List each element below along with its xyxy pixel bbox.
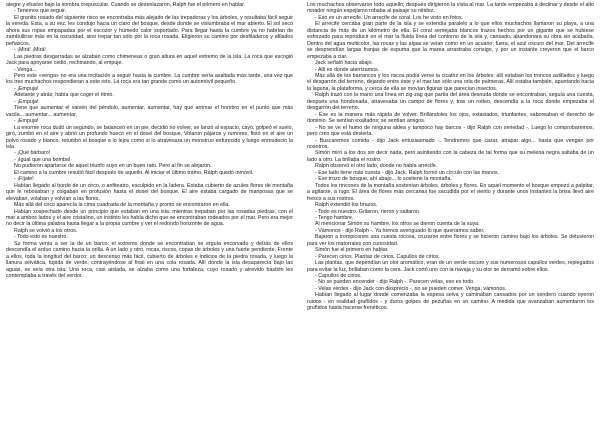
paragraph: Bajaron a trompicones una cuesta rocosa, cruzaron entre flores y se hicieron camino bajo los árboles. Se detuvieron para ver los matorrales con curiosidad. [307, 234, 594, 247]
paragraph: Más allá de los barrancos y los riscos podía verse la cicatriz en los árboles; allí estaban los troncos astillados y luego el desgarrón del terreno, dejando entre éste y el mar tan sólo una orla de palmeras. Allí estaba también, apuntando hacia la laguna, la plataforma, y cerca de ella se movían figuras que parecían insectos. [307, 72, 594, 92]
paragraph: - No se pueden encender - dijo Ralph -. Parecen velas, eso es todo. [315, 279, 475, 286]
paragraph: Su forma venía a ser la de un barco: el extremo donde se encontraban se erguía encorvado y detrás de ellos descendía el arduo camino hacia la orilla. A un lado y otro, rocas, riscos, copas de árboles y una fuerte pendiente. Frente a ellos, toda la longitud del barco: un descenso más fácil, cubierto de árboles e indicios de la piedra rosada, y luego la llanura selvática, tupida de verde, contrayéndose al final en una cola rosada. Allí donde la isla desaparecía bajo las aguas, se veía otra isla. Una roca, casi aislada, se alzaba como una fortaleza, cuyo rosado y atrevido bastión les contemplaba a través del verdor. [6, 240, 293, 280]
paragraph: Habían llegado al borde de un circo, o anfiteatro, esculpido en la ladera. Estaba cubierto de azules flores de montaña que le rebosaban y colgaban en profusión hasta el dosel del bosque. El aire estaba cargado de mariposas que se elevaban, volaban y volvían a las flores. [6, 182, 293, 202]
paragraph: Adelante y atrás; había que coger el ritmo. [14, 92, 114, 99]
paragraph: Todos los rincones de la montaña sostenían árboles, árboles y flores. En aquel momento el bosque empezó a palpitar, a agitarse, a rugir. El área de flores más cercanas fue sacudida por el viento y durante unos instantes la brisa llevó aire fresco a sus rostros. [307, 182, 594, 202]
paragraph: - Parecen cirios. Plantas de cirios. Capullos de cirios. [315, 253, 440, 260]
paragraph: Habían llegado al lugar donde comenzaba la espesa selva y caminaban cansados por un sendero cuando oyeron ruidos - en realidad gruñidos - y duros golpes de pezuñas en un camino. A medida que avanzaban aumentaron los gruñidos hasta hacerse frenéticos. [307, 292, 594, 312]
paragraph: - Capullos de cirios. [315, 273, 362, 280]
paragraph: Los muchachos observaron todo aquello; después dirigieron la vista al mar. La tarde empezaba a declinar y desde el alto mirador ningún espejismo robaba al paisaje su nitidez. [307, 2, 594, 15]
paragraph: - Todo es nuestro. Gritaron, rieron y saltaron. [315, 208, 421, 215]
paragraph: - Venga... [14, 66, 37, 73]
paragraph: - Todo esto es nuestro. [14, 234, 68, 241]
paragraph: No pudieron apartarse de aquel triunfo suyo en un buen rato. Pero al fin se alejaron. [14, 163, 212, 170]
paragraph: - ¡Empuja! [14, 98, 39, 105]
paragraph: - Allí es donde aterrizamos. [315, 66, 380, 73]
paragraph: Las plantas, que dependían un olor aromático, eran de un verde oscuro y sus numerosos capullos verdes, replegados para evitar la luz, brillaban como la cera. Jack cortó uno con la navaja y su olor se derramó sobre ellos. [307, 260, 594, 273]
paragraph: Ralph observó el otro lado, donde no había arrecife. [315, 163, 438, 170]
paragraph: alegre y efusivo bajo la sombra crepuscular. Cuando se desenlazaron, Ralph fue el primero en hablar. [6, 2, 246, 8]
paragraph: - Ese trozo de bosque, ahí abajo... lo sostiene la montaña. [315, 176, 452, 183]
paragraph: - Buscaremos comida - dijo Jack entusiasmado -. Tendremos que cazar, atrapar algo... hasta que vengan por nosotros. [307, 137, 594, 150]
paragraph: Ralph trazó con la mano una línea en zig-zag que partía del área desnuda donde se encontraban, seguía una cuesta, después una hondonada, atravesaba un campo de flores y, tras un rodeo, descendía a la roca donde empezaba el desgarrón del terreno. [307, 92, 594, 112]
paragraph: - ¡Empuja! [14, 85, 39, 92]
paragraph: - Tenemos que seguir. [14, 8, 67, 15]
paragraph: - No se ve el humo de ninguna aldea y tampoco hay barcos - dijo Ralph con seriedad -. Luego lo comprobaremos, pero creo que está desierta. [307, 124, 594, 138]
paragraph: Ralph extendió los brazos. [315, 202, 378, 209]
paragraph: - ¡Fíjate! [14, 176, 34, 183]
paragraph: La enorme roca dudó un segundo, se balanceó en un pie, decidió no volver, se lanzó al espacio, cayó, golpeó el suelo, giró, zumbó en el aire y abrió un profundo hueco en el dosel del bosque. Volaron pájaros y rumores, flotó en el aire un polvo rosado y blanco, retumbó el bosque a lo lejos como si lo atravesara un monstruo enfurecido y luego enmudeció la isla. [6, 124, 293, 150]
paragraph: - Eso es un arrecife. Un arrecife de coral. Los he visto en fotos. [315, 14, 464, 21]
paragraph: Al mencionar Simón su hambre, los otros se dieron cuenta de la suya. [315, 221, 480, 228]
paragraph: - ¡Qué bárbaro! [14, 150, 51, 157]
paragraph: El granito rosado del siguiente risco se encontraba más alejado de las trepadoras y los árboles, y resultaba fácil seguir la vereda. Esta, a su vez, les condujo hacia un claro del bosque, desde donde se vislumbraba el mar abierto. El sol secó ahora sus ropas empapadas por el escozor y húmedo calor soportado. Para llegar hasta la cumbre ya no habrían de zambullirse más en la oscuridad, sino trepar tan sólo por la roca rosada. Eligieron su camino por desfiladeros y afilados peñascos. [6, 14, 293, 47]
paragraph: El camino a la cumbre resultó fácil después de aquello. Al iniciar el último tramo, Ralph quedó inmóvil. [14, 169, 254, 176]
right-column [307, 2, 594, 422]
paragraph: - Velas verdes - dijo Jack con desprecio -, no se pueden comer. Venga, vámonos. [315, 285, 507, 292]
paragraph: Más allá del circo aparecía la cima cuadrada de la montaña y pronto se encontraron en ella. [14, 202, 230, 209]
paragraph: Tiene que aumentar el vaivén del péndulo, aumentar, aumentar, hay que arrimar el hombro en el punto que más vacila... aumentar... aumentar. [6, 105, 293, 118]
paragraph: Ralph se volvió a los otros. [14, 227, 78, 234]
paragraph: El arrecife cercaba gran parte de la isla y se extendía paralelo a lo que ellos muchachos llamaron su playa, a una distancia de más de un kilómetro de ella. El coral semejaba blancos trazos hechos por un gigante que se hubiese esforzado para reproducir en el mar la fluida línea del contorno de la isla y, cansado, abandonara su obra sin acabarla. Dentro del agua multicolor, las rocas y las algas se veían como en un acuario; fuera, el azul oscuro del mar. Del arrecife se desprendían largas franjas de espuma que la marea arrastraba consigo, y por un instante creyeron que el barco empezaba a ciar. [307, 21, 594, 60]
paragraph: - ¡Mirá! ¡Mirá! [14, 47, 46, 54]
paragraph: - Tengo hambre. [315, 214, 354, 221]
paragraph: - Ése es la manera más rápida de volver. Brillándoles los ojos, extasiados, triunfantes, saboreaban el derecho de dominio. Se sentían exaltados; se sentían amigos. [307, 111, 594, 125]
left-column [6, 2, 293, 422]
paragraph: - ¡Igual que una bomba! [14, 156, 71, 163]
paragraph: - ¡Empuja! [14, 118, 39, 125]
paragraph: Jack señaló hacia abajo. [315, 60, 374, 67]
paragraph: Habían sospechado desde un principio que estaban en una isla: mientras trepaban por las rosadas piedras, con el mar a ambos lados y el aire cristalino, un instinto les había dicho que se encontraban rodeados por el mar. Pero era mejor no decir la última palabra hasta llegar a la propia cumbre y ver el redondo horizonte de agua. [6, 208, 293, 228]
paragraph: - Vámonos - dijo Ralph -. Ya hemos averiguado lo que queríamos saber. [315, 227, 485, 234]
paragraph: Las piedras desgarradas se alzaban como chimeneas o gran altura en aquel extremo de la isla. La roca que escogió Jack para apoyarse cedió, rechinando, al empuje. [6, 53, 293, 67]
paragraph: Simón fue el primero en hablar. [315, 247, 389, 254]
paragraph: Pero este «venga» no era una incitación a seguir hasta la cumbre. La cumbre sería asaltada más tarde, una vez que los tres muchachos respondieran a este reto. La roca era tan grande como un automóvil pequeño. [6, 72, 293, 86]
paragraph: Simón miró a los dos sin decir nada, pero asintiendo con la cabeza de tal forma que su melena negra saltaba de un lado a otro. La brillaba el rostro. [307, 150, 594, 163]
paragraph: - Ese lado tiene más cuesta - dijo Jack. Ralph formó un círculo con las manos. [315, 169, 500, 176]
